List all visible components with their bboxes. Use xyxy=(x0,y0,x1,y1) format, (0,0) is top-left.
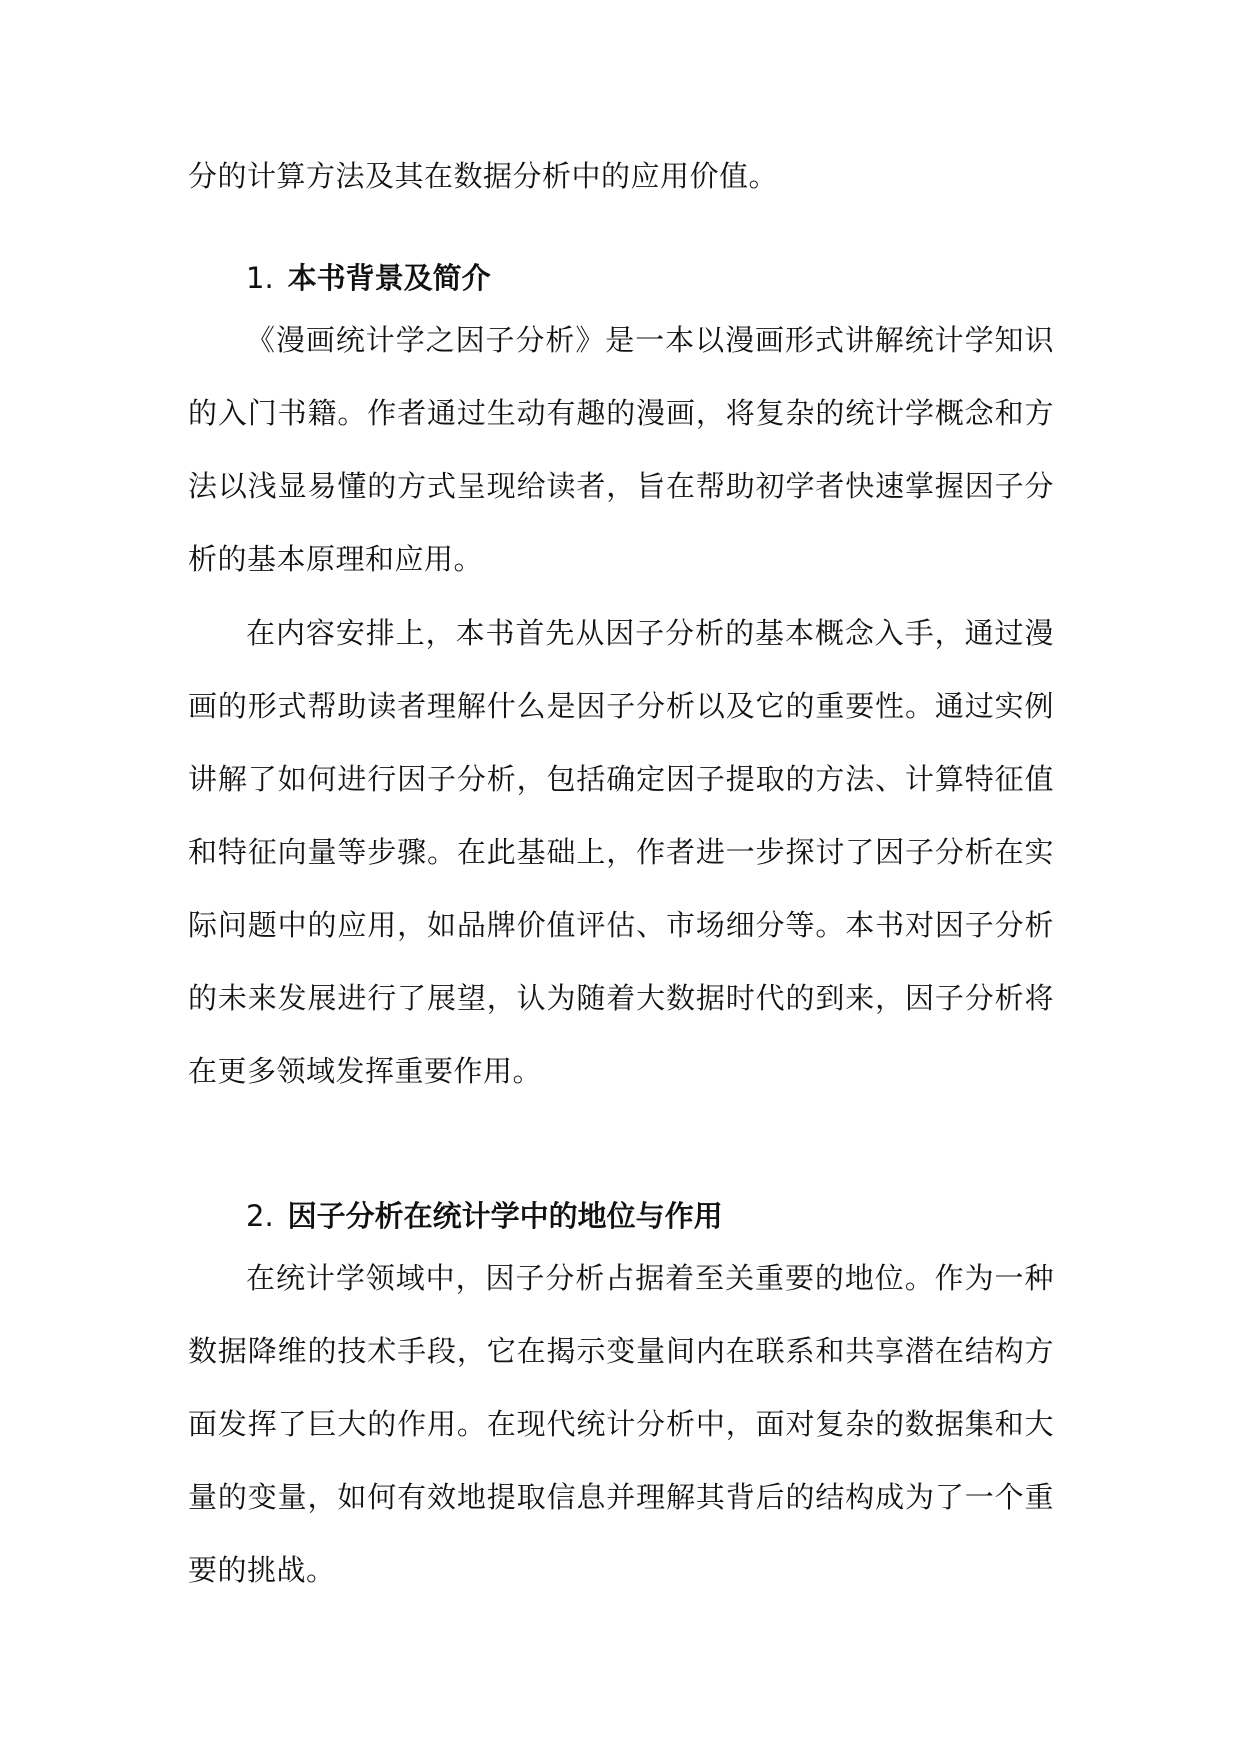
continuation-text: 分的计算方法及其在数据分析中的应用价值。 xyxy=(188,159,779,193)
section-heading-2 xyxy=(246,1196,723,1236)
paragraph: 在内容安排上，本书首先从因子分析的基本概念入手，通过漫画的形式帮助读者理解什么是因子分析以及它的重要性。通过实例讲解了如何进行因子分析，包括确定因子提取的方法、计算特征值和特征向量等步骤。在此基础上，作者进一步探讨了因子分析在实际问题中的应用，如品牌价值评估、市场细分等。本书对因子分析的未来发展进行了展望，认为随着大数据时代的到来，因子分析将在更多领域发挥重要作用。 xyxy=(188,616,1054,1088)
section-heading-1 xyxy=(246,258,491,298)
section-title: 本书背景及简介 xyxy=(287,261,491,295)
paragraph: 《漫画统计学之因子分析》是一本以漫画形式讲解统计学知识的入门书籍。作者通过生动有趣的漫画，将复杂的统计学概念和方法以浅显易懂的方式呈现给读者，旨在帮助初学者快速掌握因子分析的基本原理和应用。 xyxy=(188,323,1054,576)
section-number: 2. xyxy=(246,1199,274,1233)
paragraph: 在统计学领域中，因子分析占据着至关重要的地位。作为一种数据降维的技术手段，它在揭示变量间内在联系和共享潜在结构方面发挥了巨大的作用。在现代统计分析中，面对复杂的数据集和大量的变量，如何有效地提取信息并理解其背后的结构成为了一个重要的挑战。 xyxy=(188,1261,1054,1587)
section-number: 1. xyxy=(246,261,274,295)
section-title: 因子分析在统计学中的地位与作用 xyxy=(287,1199,723,1233)
